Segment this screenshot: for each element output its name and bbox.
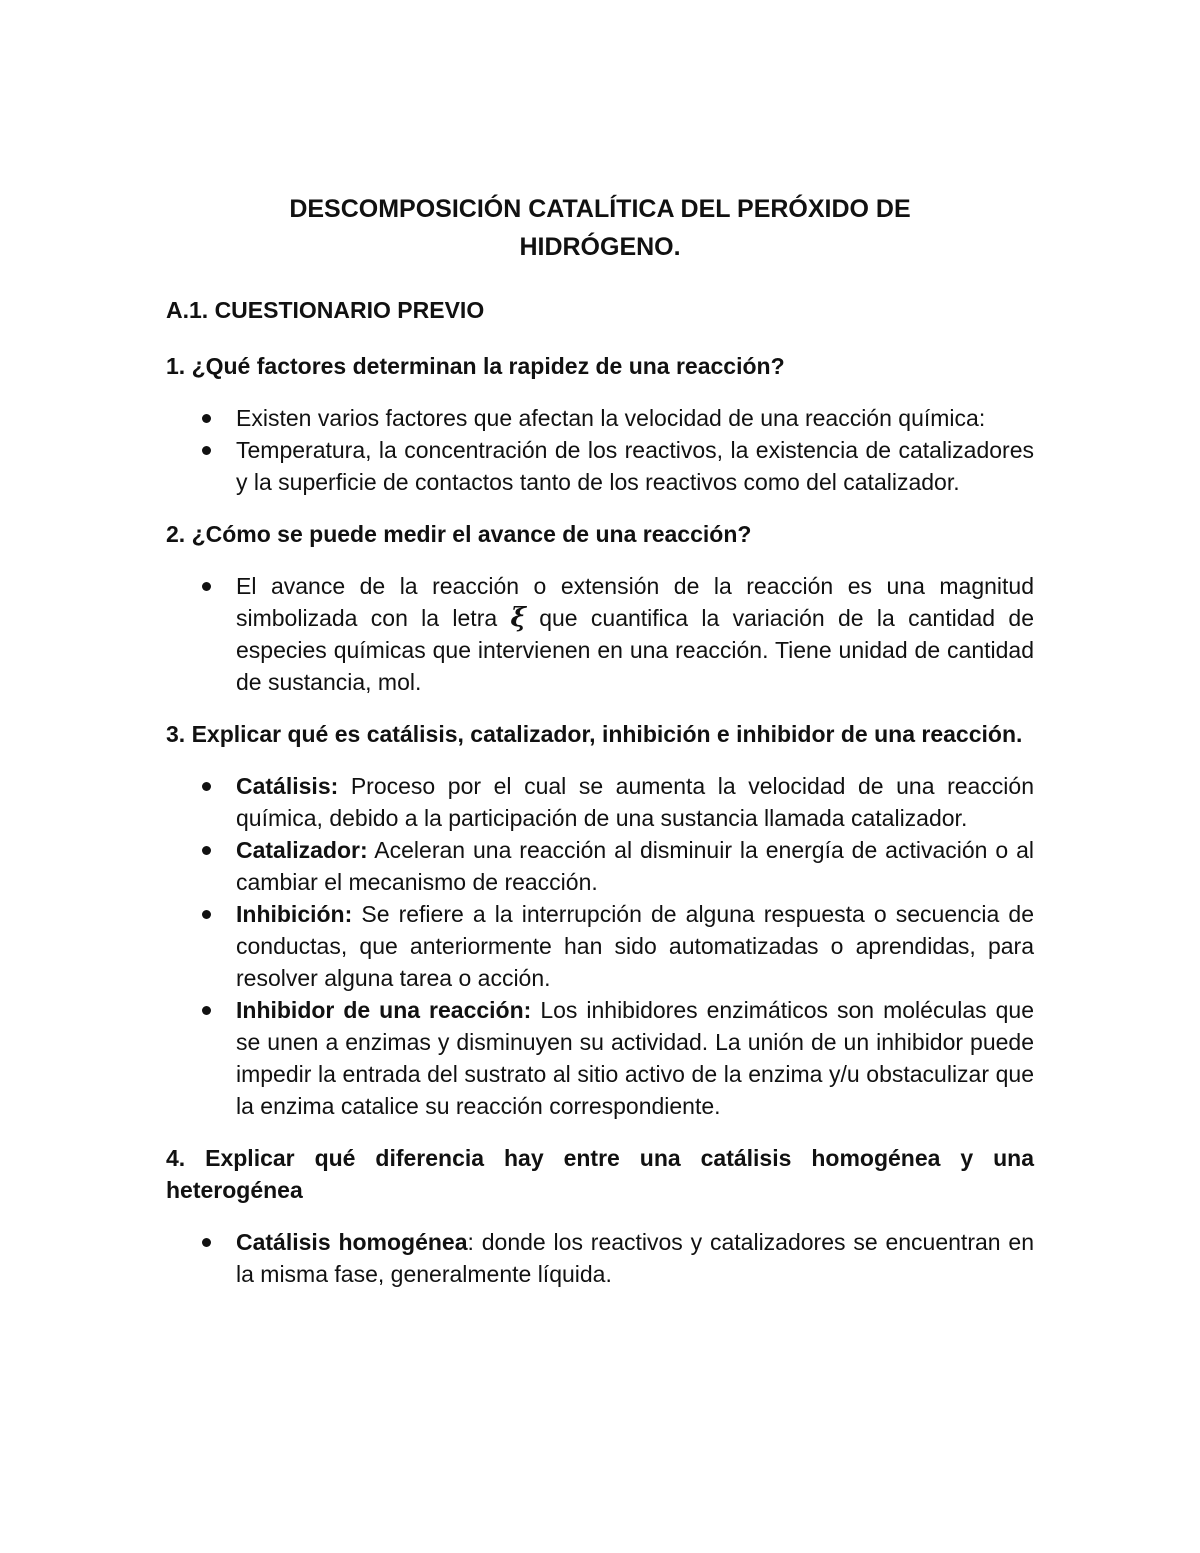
answer-text-before-symbol: El avance de la reacción o extensión de la reacción es una magnitud simbolizada con la letra [236,573,1034,631]
section-heading: A.1. CUESTIONARIO PREVIO [166,297,485,323]
question-4-answers [166,1226,1034,1290]
bullet-icon [202,846,211,855]
answer-text-after-symbol: que cuantifica la variación de la cantidad de especies químicas que intervienen en una reacción. Tiene unidad de cantidad de sustancia, mol. [236,605,1035,695]
term-label: Catalizador: [236,837,368,863]
question-1: 1. ¿Qué factores determinan la rapidez de una reacción? [166,353,785,379]
question-1-answers [166,402,1034,498]
question-3: 3. Explicar qué es catálisis, catalizador, inhibición e inhibidor de una reacción. [166,721,1023,747]
list-item [166,834,1034,898]
bullet-icon [202,782,211,791]
term-label: Inhibición: [236,901,353,927]
document-page [166,190,1034,1310]
term-label: Catálisis: [236,773,339,799]
question-2-answers [166,570,1034,698]
term-label: Inhibidor de una reacción: [236,997,532,1023]
term-definition: : donde los reactivos y catalizadores se encuentran en la misma fase, generalmente líquida. [236,1229,1034,1287]
question-3-answers [166,770,1034,1122]
bullet-icon [202,910,211,919]
list-item [166,434,1034,498]
bullet-icon [202,582,211,591]
question-4: 4. Explicar qué diferencia hay entre una catálisis homogénea y una heterogénea [166,1145,1034,1203]
bullet-icon [202,1238,211,1247]
list-item [166,898,1034,994]
bullet-icon [202,446,211,455]
list-item [166,402,1034,434]
term-definition: Se refiere a la interrupción de alguna respuesta o secuencia de conductas, que anteriormente han sido automatizadas o aprendidas, para resolver alguna tarea o acción. [236,901,1035,991]
answer-text: Temperatura, la concentración de los reactivos, la existencia de catalizadores y la superficie de contactos tanto de los reactivos como del catalizador. [236,437,1034,495]
document-title [166,190,1034,266]
list-item [166,1226,1034,1290]
xi-symbol: ξ [510,603,526,633]
bullet-icon [202,1006,211,1015]
term-definition: Proceso por el cual se aumenta la velocidad de una reacción química, debido a la participación de una sustancia llamada catalizador. [236,773,1035,831]
answer-text: Existen varios factores que afectan la velocidad de una reacción química: [236,405,986,431]
bullet-icon [202,414,211,423]
title-line-1: DESCOMPOSICIÓN CATALÍTICA DEL PERÓXIDO DE [289,195,911,223]
list-item [166,770,1034,834]
term-label: Catálisis homogénea [236,1229,468,1255]
term-definition: Aceleran una reacción al disminuir la energía de activación o al cambiar el mecanismo de reacción. [236,837,1034,895]
question-2: 2. ¿Cómo se puede medir el avance de una reacción? [166,521,752,547]
title-line-2: HIDRÓGENO. [519,233,681,261]
term-definition: Los inhibidores enzimáticos son moléculas que se unen a enzimas y disminuyen su actividad. La unión de un inhibidor puede impedir la entrada del sustrato al sitio activo de la enzima y/u obstaculizar que la enzima catalice su reacción correspondiente. [236,997,1034,1119]
list-item [166,994,1034,1122]
list-item [166,570,1034,698]
